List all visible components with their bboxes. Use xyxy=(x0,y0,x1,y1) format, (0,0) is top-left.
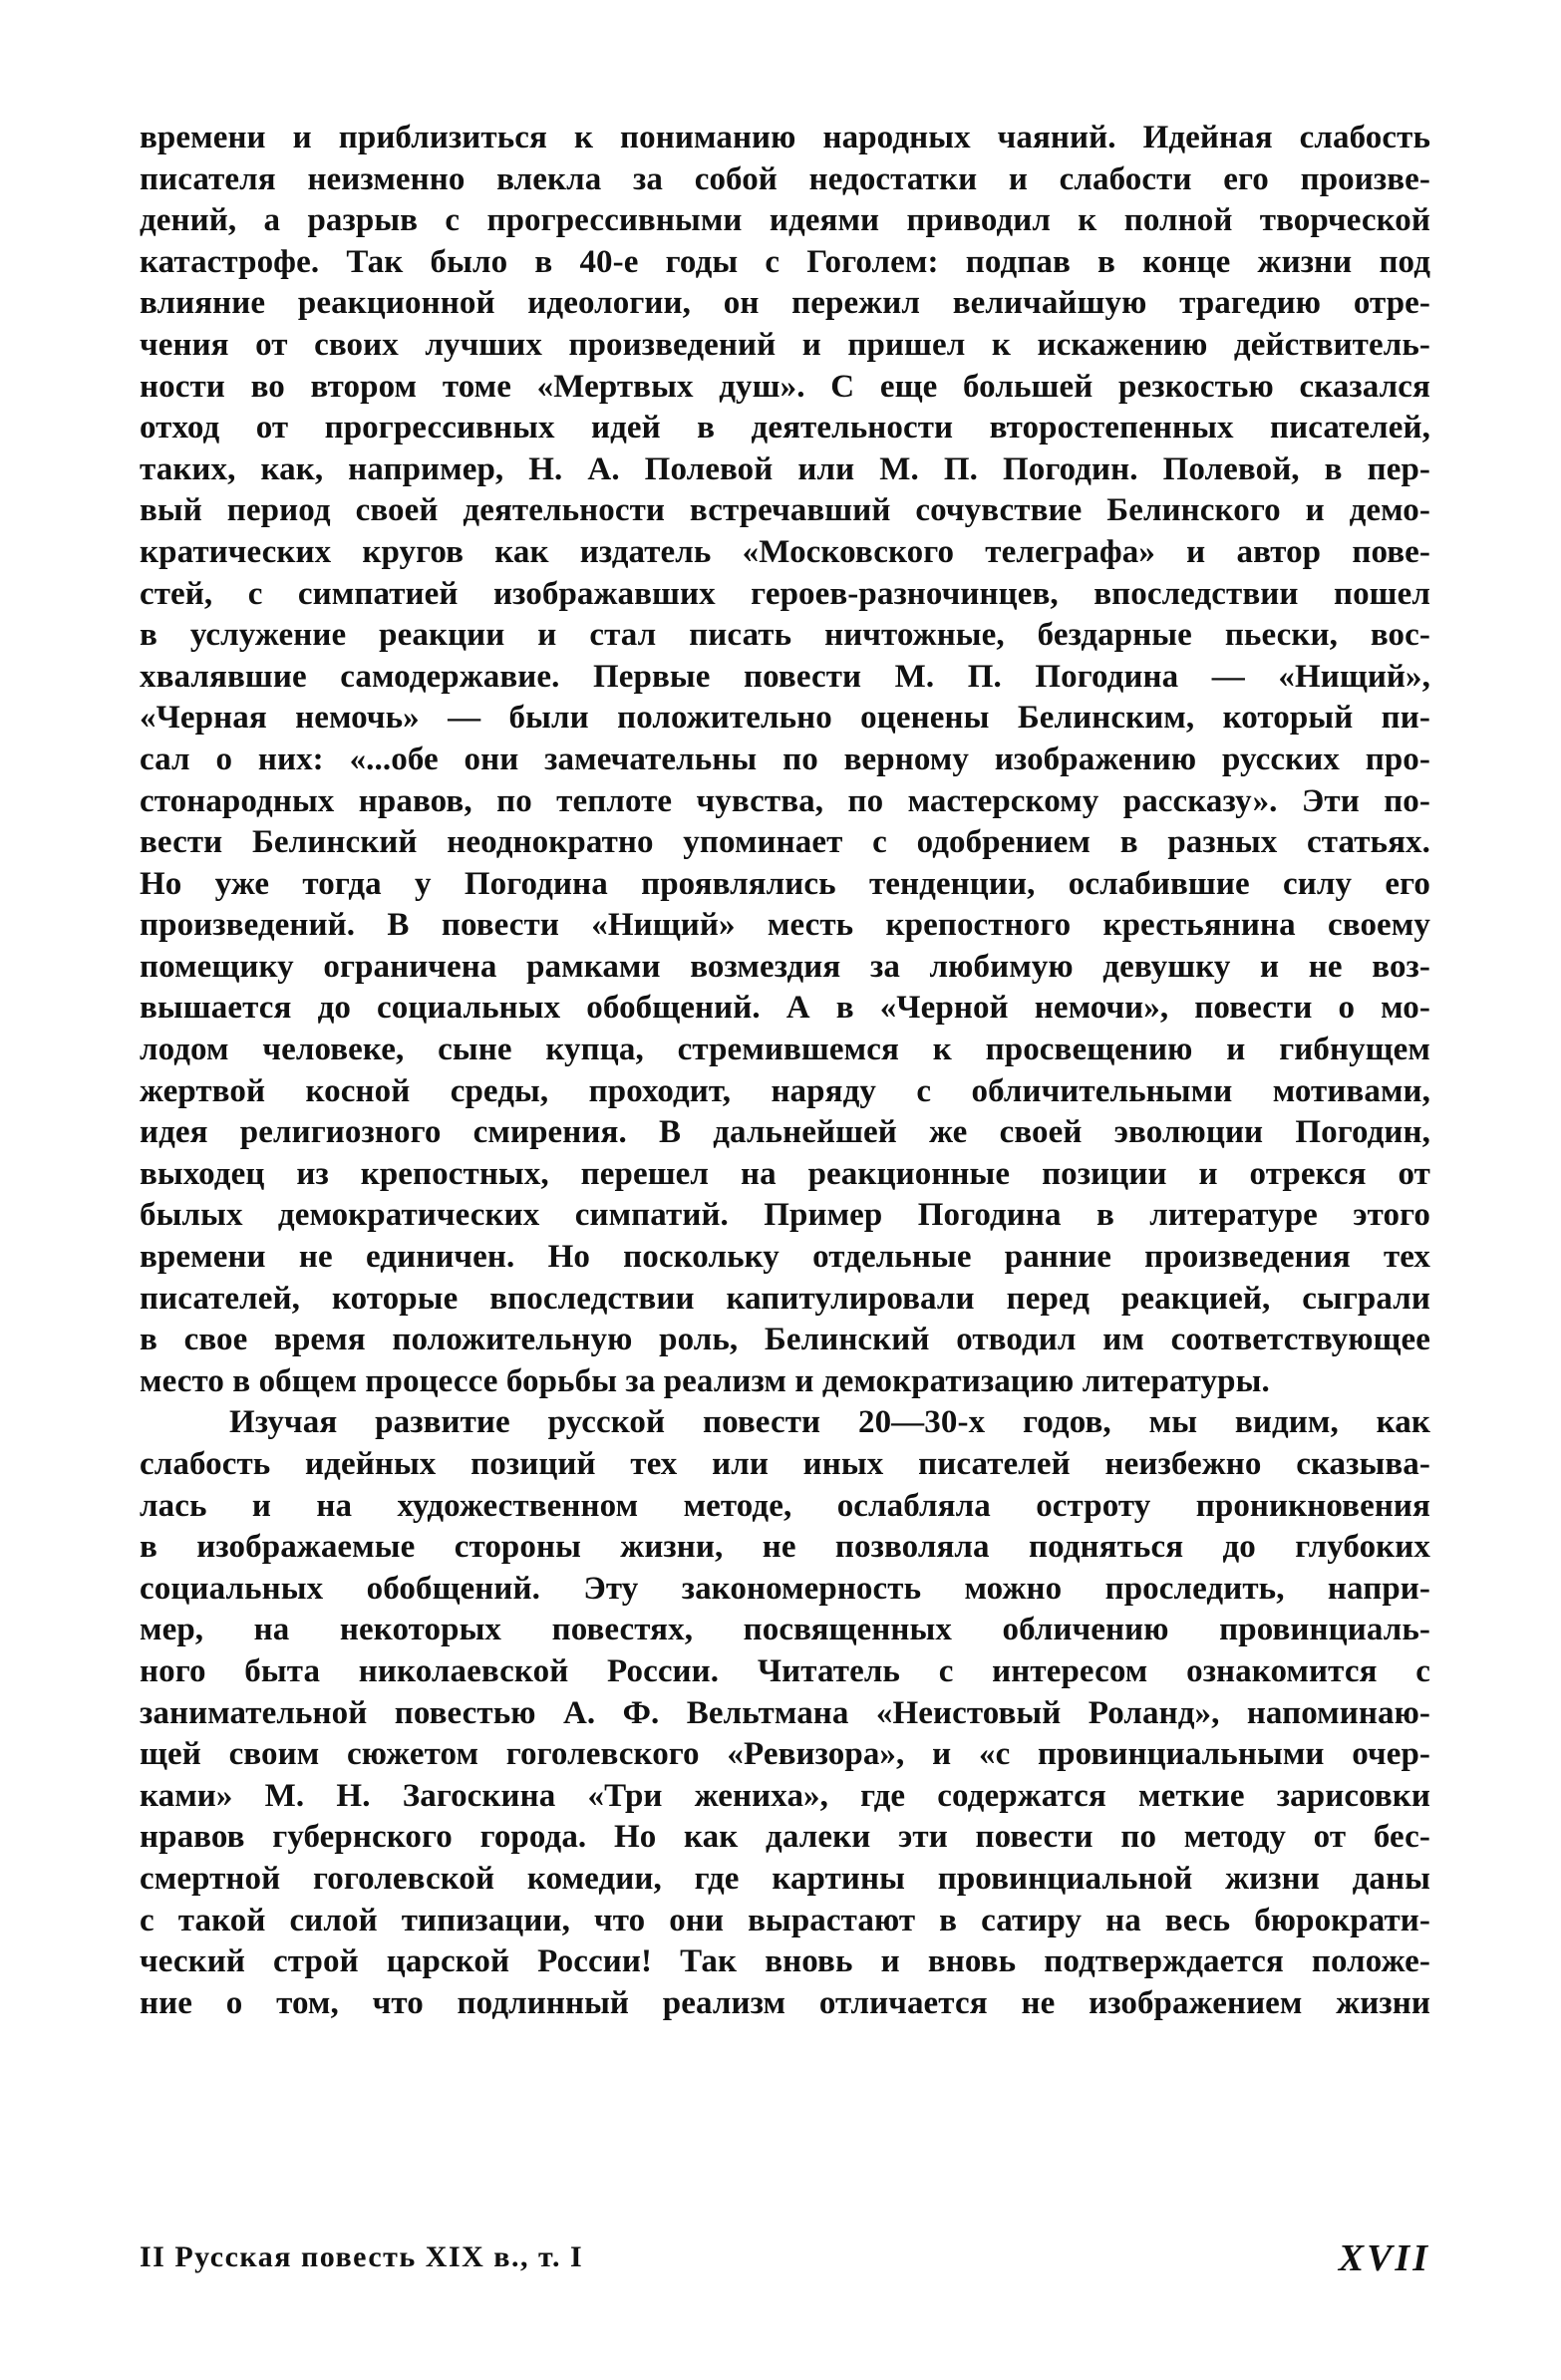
text-line: с такой силой типизации, что они вырастают в сатиру на весь бюрократи- xyxy=(140,1902,1430,1938)
text-line: нравов губернского города. Но как далеки эти повести по методу от бес- xyxy=(140,1819,1430,1856)
page-footer xyxy=(140,2237,1430,2284)
signature-mark: II Русская повесть XIX в., т. I xyxy=(140,2240,584,2273)
text-line: хвалявшие самодержавие. Первые повести М. П. Погодина — «Нищий», xyxy=(140,658,1430,695)
text-line: выходец из крепостных, перешел на реакционные позиции и отрекся от xyxy=(140,1155,1430,1192)
text-line: произведений. В повести «Нищий» месть крепостного крестьянина своему xyxy=(140,907,1430,944)
text-line: дений, а разрыв с прогрессивными идеями приводил к полной творческой xyxy=(140,202,1430,239)
text-line: лодом человеке, сыне купца, стремившемся к просвещению и гибнущем xyxy=(140,1032,1430,1068)
text-line: писателей, которые впоследствии капитулировали перед реакцией, сыграли xyxy=(140,1280,1430,1317)
text-line: ного быта николаевской России. Читатель с интересом ознакомится с xyxy=(140,1652,1430,1689)
text-line: ности во втором томе «Мертвых душ». С еще большей резкостью сказался xyxy=(140,368,1430,405)
text-line: «Черная немочь» — были положительно оценены Белинским, который пи- xyxy=(140,700,1430,737)
text-line: слабость идейных позиций тех или иных писателей неизбежно сказыва- xyxy=(140,1446,1430,1482)
text-line: катастрофе. Так было в 40-е годы с Гоголем: подпав в конце жизни под xyxy=(140,243,1430,280)
text-line: помещику ограничена рамками возмездия за любимую девушку и не воз- xyxy=(140,948,1430,985)
text-line: идея религиозного смирения. В дальнейшей же своей эволюции Погодин, xyxy=(140,1114,1430,1151)
text-line: ние о том, что подлинный реализм отличается не изображением жизни xyxy=(140,1984,1430,2021)
text-line: в свое время положительную роль, Белинский отводил им соответствующее xyxy=(140,1322,1430,1358)
text-line: щей своим сюжетом гоголевского «Ревизора», и «с провинциальными очер- xyxy=(140,1736,1430,1773)
text-line: социальных обобщений. Эту закономерность можно проследить, напри- xyxy=(140,1570,1430,1607)
text-line: мер, на некоторых повестях, посвященных обличению провинциаль- xyxy=(140,1612,1430,1648)
text-line: смертной гоголевской комедии, где картины провинциальной жизни даны xyxy=(140,1860,1430,1897)
text-line: ческий строй царской России! Так вновь и вновь подтверждается положе- xyxy=(140,1943,1430,1980)
text-line: в изображаемые стороны жизни, не позволяла подняться до глубоких xyxy=(140,1529,1430,1566)
text-line: кратических кругов как издатель «Московского телеграфа» и автор пове- xyxy=(140,533,1430,570)
page-number: XVII xyxy=(1338,2237,1430,2279)
text-line: отход от прогрессивных идей в деятельности второстепенных писателей, xyxy=(140,410,1430,446)
text-line: жертвой косной среды, проходит, наряду с обличительными мотивами, xyxy=(140,1072,1430,1109)
text-line: стонародных нравов, по теплоте чувства, по мастерскому рассказу». Эти по- xyxy=(140,782,1430,819)
text-line: Но уже тогда у Погодина проявлялись тенденции, ослабившие силу его xyxy=(140,865,1430,902)
text-line: времени и приблизиться к пониманию народных чаяний. Идейная слабость xyxy=(140,120,1430,155)
text-line: вести Белинский неоднократно упоминает с одобрением в разных статьях. xyxy=(140,824,1430,861)
text-line: стей, с симпатией изображавших героев-разночинцев, впоследствии пошел xyxy=(140,575,1430,612)
main-text xyxy=(140,118,1430,2024)
text-line: вый период своей деятельности встречавший сочувствие Белинского и демо- xyxy=(140,492,1430,529)
text-line: влияние реакционной идеологии, он пережил величайшую трагедию отре- xyxy=(140,285,1430,322)
paragraph-1 xyxy=(140,118,1430,1402)
text-line: писателя неизменно влекла за собой недостатки и слабости его произве- xyxy=(140,160,1430,197)
text-line: таких, как, например, Н. А. Полевой или М. П. Погодин. Полевой, в пер- xyxy=(140,450,1430,487)
text-line: былых демократических симпатий. Пример Погодина в литературе этого xyxy=(140,1197,1430,1234)
text-line: вышается до социальных обобщений. А в «Черной немочи», повести о мо- xyxy=(140,990,1430,1027)
text-line: сал о них: «...обе они замечательны по верному изображению русских про- xyxy=(140,741,1430,777)
text-line: ками» М. Н. Загоскина «Три жениха», где содержатся меткие зарисовки xyxy=(140,1777,1430,1814)
text-line: в услужение реакции и стал писать ничтожные, бездарные пьески, вос- xyxy=(140,617,1430,654)
text-line: времени не единичен. Но поскольку отдельные ранние произведения тех xyxy=(140,1239,1430,1276)
text-line: занимательной повестью А. Ф. Вельтмана «Неистовый Роланд», напоминаю- xyxy=(140,1694,1430,1731)
text-line: Изучая развитие русской повести 20—30-х годов, мы видим, как xyxy=(229,1404,1430,1441)
paragraph-2 xyxy=(140,1402,1430,2024)
text-line: лась и на художественном методе, ослабляла остроту проникновения xyxy=(140,1487,1430,1524)
text-line: место в общем процессе борьбы за реализм и демократизацию литературы. xyxy=(140,1362,1270,1399)
text-line: чения от своих лучших произведений и пришел к искажению действитель- xyxy=(140,326,1430,363)
